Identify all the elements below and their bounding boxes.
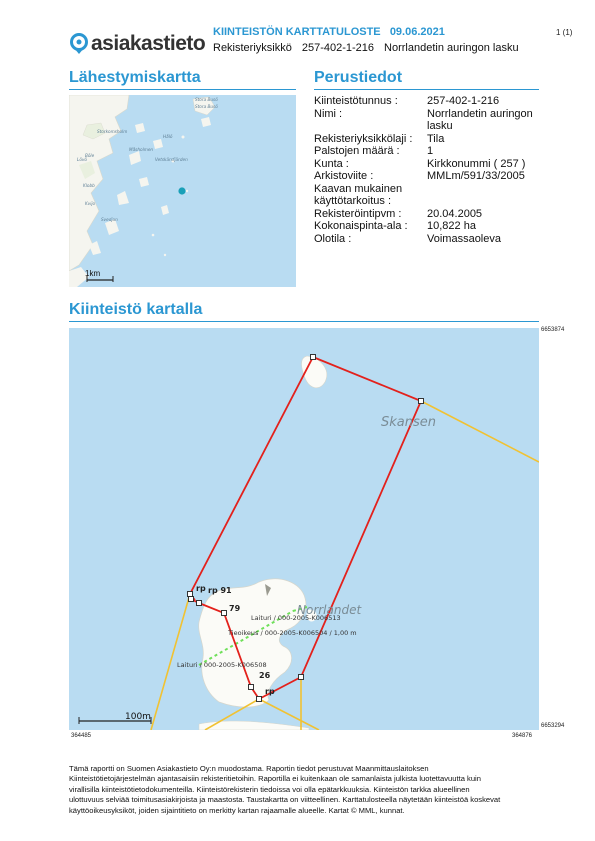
place-label: Kvijo	[85, 201, 96, 206]
info-row	[314, 108, 544, 133]
info-label: Rekisteriyksikkölaji :	[314, 132, 413, 145]
info-value: 20.04.2005	[427, 207, 483, 220]
info-row	[314, 145, 544, 158]
logo-text: asiakastieto	[91, 32, 206, 55]
report-date: 09.06.2021	[389, 26, 445, 38]
rp91-label: rp 91	[208, 586, 232, 595]
coord-top-right: 6653874	[541, 327, 565, 333]
rp-label: rp	[196, 584, 206, 593]
page-number: 1 (1)	[556, 28, 573, 37]
property-map-canvas	[69, 328, 539, 730]
disclaimer-line: käyttöoikeusyksiköt, joiden sijaintitieto on merkitty kartan rajaamalle alueelle. Kartat © MML, kunnat.	[69, 805, 405, 815]
property-map[interactable]	[69, 328, 539, 730]
property-map-divider	[69, 321, 539, 322]
info-label: Nimi :	[314, 107, 343, 120]
place-label: Hålö	[163, 134, 173, 139]
info-value	[419, 183, 536, 208]
disclaimer-line: ulottuvuus selviää toimitusasiakirjoista ja maastosta. Taustakartta on viitteellinen. Karttatulosteella näytetään kiinteistöä koskevat	[69, 795, 501, 805]
property-map-title: Kiinteistö kartalla	[69, 301, 203, 318]
disclaimer	[69, 764, 539, 816]
registry-id: 257-402-1-216	[301, 42, 375, 54]
skansen-label: Skansen	[381, 415, 436, 430]
place-label: Böle	[85, 153, 95, 158]
approach-map-divider	[69, 89, 296, 90]
info-value: Tila	[427, 132, 445, 145]
location-pin-icon	[69, 33, 89, 55]
place-label: Måsholmen	[129, 147, 154, 152]
laituri-upper-label: Laituri / 000-2005-K006513	[251, 614, 341, 622]
parcel-26-label: 26	[259, 671, 271, 680]
info-value: Voimassaoleva	[427, 232, 501, 245]
info-label: Kiinteistötunnus :	[314, 95, 398, 107]
place-label: Vetskärsfjärden	[155, 157, 188, 162]
place-label: Svedjan	[101, 217, 118, 222]
info-row	[314, 170, 544, 183]
tieoikeus-label: Tieoikeus / 000-2005-K006504 / 1,00 m	[228, 629, 357, 637]
basic-info-title: Perustiedot	[314, 69, 403, 86]
property-location-marker[interactable]	[178, 187, 185, 194]
info-row	[314, 208, 544, 221]
rp-label: rp	[265, 687, 275, 696]
parcel-79-label: 79	[229, 604, 241, 613]
disclaimer-line: Kiinteistötietojärjestelmän ajantasaisiin rekisteritietoihin. Raportilla ei kuitenkaan ole samanlaista julkista luotettavuutta kuin	[69, 774, 481, 784]
approach-map-canvas	[69, 95, 296, 287]
approach-map[interactable]	[69, 95, 296, 287]
disclaimer-line: virallisilla kiinteistötietodokumenteilla. Kiinteistörekisterin tiedoissa voi olla epätarkkuuksia. Kiinteistön tarkka alueellinen	[69, 784, 470, 794]
registry-label: Rekisteriyksikkö	[213, 42, 292, 54]
info-row	[314, 158, 544, 171]
coord-bottom-right: 6653294	[541, 723, 565, 729]
place-label: Lövö	[77, 157, 87, 162]
info-row	[314, 95, 544, 108]
disclaimer-line: Tämä raportti on Suomen Asiakastieto Oy:n muodostama. Raportin tiedot perustuvat Maanmittauslaitoksen	[69, 764, 429, 773]
info-row	[314, 233, 544, 246]
place-label: Stora Busö	[195, 104, 218, 109]
laituri-lower-label: Laituri / 000-2005-K006508	[177, 661, 267, 669]
asiakastieto-logo	[69, 32, 206, 58]
info-value: 10,822 ha	[427, 220, 476, 232]
place-label: Stora Busö	[195, 97, 218, 102]
coord-bottom-center: 364876	[512, 733, 533, 739]
place-label: Storkomsholm	[97, 129, 128, 134]
info-label: Kokonaispinta-ala :	[314, 220, 408, 232]
info-label: Arkistoviite :	[314, 170, 374, 182]
registry-name: Norrlandetin auringon lasku	[384, 42, 519, 54]
info-label: Kunta :	[314, 157, 349, 170]
info-row	[314, 133, 544, 146]
basic-info-divider	[314, 89, 539, 90]
registry-line	[213, 42, 529, 54]
map-scale-label: 100m	[125, 712, 151, 722]
report-title-text: KIINTEISTÖN KARTTATULOSTE	[213, 26, 381, 38]
info-value: 257-402-1-216	[427, 95, 500, 107]
info-row	[314, 220, 544, 233]
info-label: Kaavan mukainen käyttötarkoitus :	[314, 182, 403, 207]
info-row	[314, 183, 544, 208]
report-title	[213, 26, 445, 38]
coord-bottom-left: 364485	[71, 733, 92, 739]
approach-scale-label: 1km	[85, 269, 101, 278]
info-label: Palstojen määrä :	[314, 145, 400, 157]
info-label: Olotila :	[314, 232, 352, 245]
norrlandet-label: Norrlandet	[297, 603, 362, 617]
info-value: MMLm/591/33/2005	[427, 170, 525, 182]
info-label: Rekisteröintipvm :	[314, 207, 402, 220]
approach-map-title: Lähestymiskartta	[69, 69, 201, 86]
place-label: Klobb	[83, 183, 95, 188]
info-value: Norrlandetin auringon lasku	[427, 107, 533, 132]
info-value: 1	[427, 145, 434, 157]
info-value: Kirkkonummi ( 257 )	[427, 157, 526, 170]
basic-info-table	[314, 95, 544, 245]
